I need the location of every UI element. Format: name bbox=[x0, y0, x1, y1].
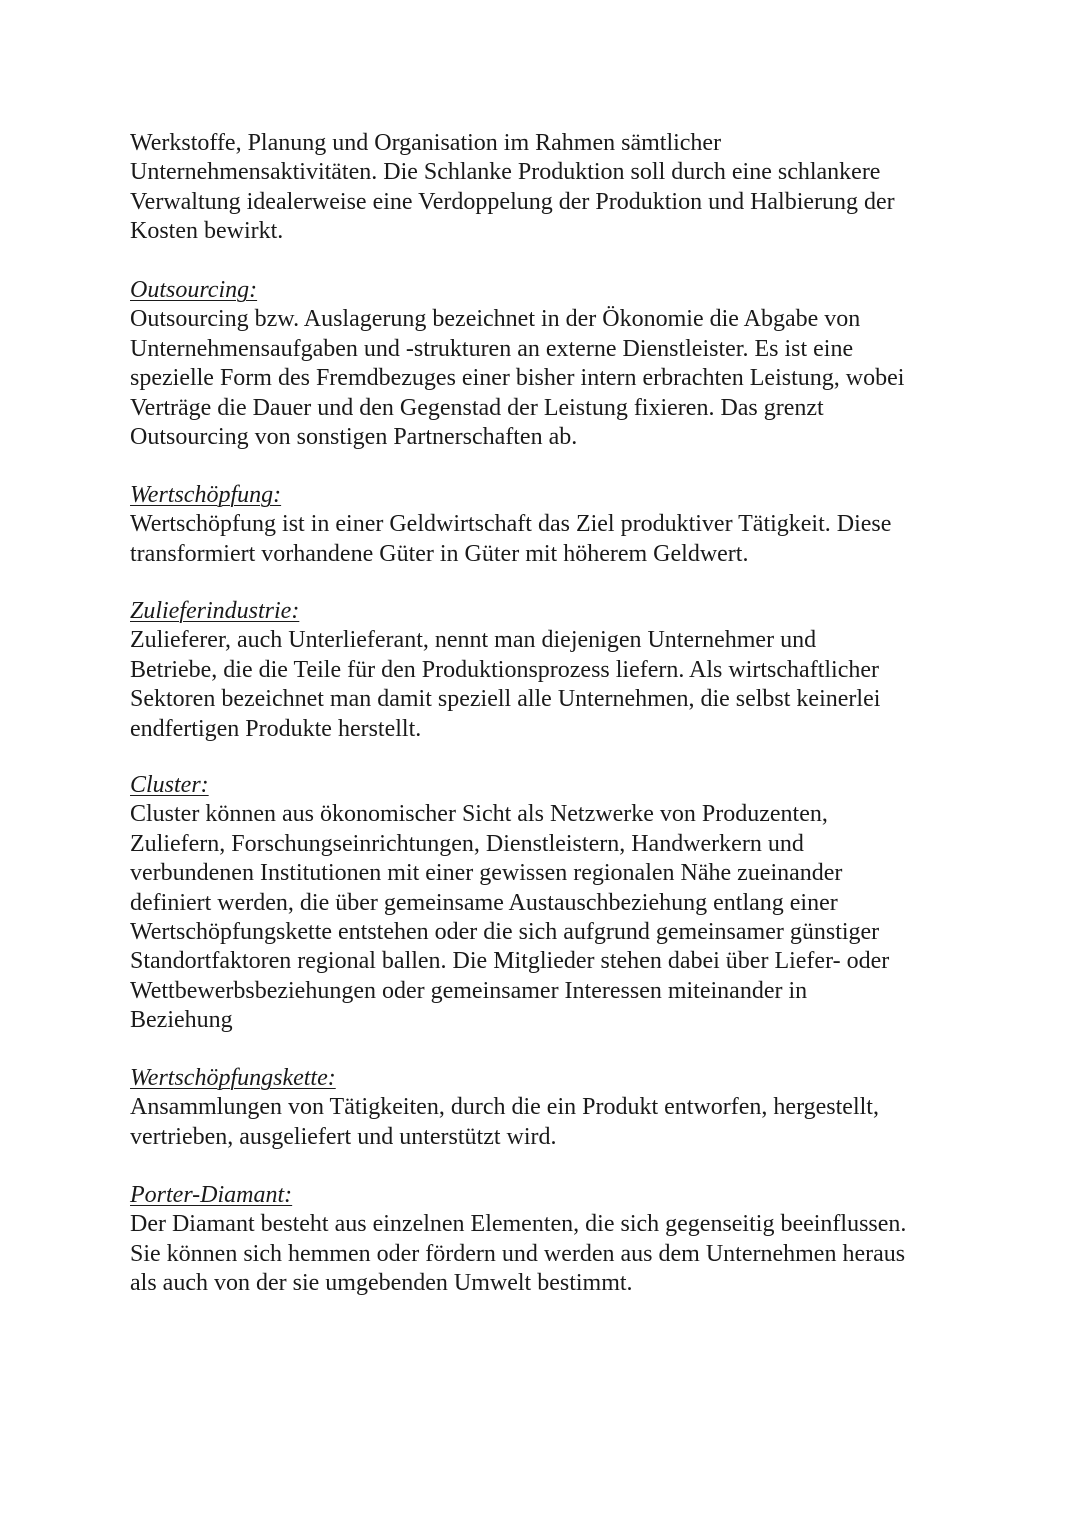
section-heading: Wertschöpfungskette: bbox=[130, 1065, 336, 1091]
paragraph-line: Unternehmensaufgaben und -strukturen an externe Dienstleister. Es ist eine bbox=[130, 335, 854, 362]
section-cluster bbox=[130, 771, 960, 1036]
paragraph-line: Beziehung bbox=[130, 1007, 233, 1034]
paragraph-line: Der Diamant besteht aus einzelnen Elementen, die sich gegenseitig beeinflussen. bbox=[130, 1211, 907, 1238]
intro-paragraph bbox=[130, 129, 960, 247]
paragraph-line: transformiert vorhandene Güter in Güter mit höherem Geldwert. bbox=[130, 540, 749, 567]
paragraph-line: Sie können sich hemmen oder fördern und werden aus dem Unternehmen heraus bbox=[130, 1240, 906, 1267]
paragraph-line: Werkstoffe, Planung und Organisation im Rahmen sämtlicher bbox=[130, 130, 722, 156]
paragraph-line: Wertschöpfung ist in einer Geldwirtschaft das Ziel produktiver Tätigkeit. Diese bbox=[130, 511, 892, 538]
paragraph-line: Zulieferer, auch Unterlieferant, nennt man diejenigen Unternehmer und bbox=[130, 627, 817, 654]
paragraph-line: vertrieben, ausgeliefert und unterstützt wird. bbox=[130, 1123, 557, 1150]
section-porter-diamant bbox=[130, 1181, 960, 1299]
paragraph-line: Unternehmensaktivitäten. Die Schlanke Produktion soll durch eine schlankere bbox=[130, 159, 881, 186]
section-heading: Cluster: bbox=[130, 772, 209, 798]
paragraph-line: Betriebe, die die Teile für den Produktionsprozess liefern. Als wirtschaftlicher bbox=[130, 656, 879, 683]
paragraph-line: endfertigen Produkte herstellt. bbox=[130, 715, 422, 742]
paragraph-line: Outsourcing bzw. Auslagerung bezeichnet in der Ökonomie die Abgabe von bbox=[130, 306, 861, 333]
paragraph-line: Sektoren bezeichnet man damit speziell alle Unternehmen, die selbst keinerlei bbox=[130, 686, 881, 713]
paragraph-line: verbundenen Institutionen mit einer gewissen regionalen Nähe zueinander bbox=[130, 860, 843, 887]
paragraph-line: definiert werden, die über gemeinsame Austauschbeziehung entlang einer bbox=[130, 889, 838, 916]
section-heading: Wertschöpfung: bbox=[130, 482, 282, 508]
paragraph-line: Ansammlungen von Tätigkeiten, durch die ein Produkt entworfen, hergestellt, bbox=[130, 1094, 879, 1121]
section-outsourcing bbox=[130, 276, 960, 452]
section-heading: Porter-Diamant: bbox=[130, 1182, 293, 1208]
paragraph-line: Verwaltung idealerweise eine Verdoppelung der Produktion und Halbierung der bbox=[130, 188, 895, 215]
paragraph-line: spezielle Form des Fremdbezuges einer bisher intern erbrachten Leistung, wobei bbox=[130, 365, 905, 392]
section-wertschoepfungskette bbox=[130, 1064, 960, 1152]
paragraph-line: Wertschöpfungskette entstehen oder die sich aufgrund gemeinsamer günstiger bbox=[130, 919, 880, 946]
section-wertschoepfung bbox=[130, 481, 960, 569]
paragraph-line: Zuliefern, Forschungseinrichtungen, Dienstleistern, Handwerkern und bbox=[130, 830, 804, 857]
paragraph-line: Wettbewerbsbeziehungen oder gemeinsamer Interessen miteinander in bbox=[130, 977, 808, 1004]
section-heading: Zulieferindustrie: bbox=[130, 598, 300, 624]
paragraph-line: Kosten bewirkt. bbox=[130, 218, 284, 245]
section-heading: Outsourcing: bbox=[130, 277, 258, 303]
paragraph-line: Standortfaktoren regional ballen. Die Mitglieder stehen dabei über Liefer- oder bbox=[130, 948, 890, 975]
paragraph-line: Verträge die Dauer und den Gegenstad der Leistung fixieren. Das grenzt bbox=[130, 394, 824, 421]
paragraph-line: Outsourcing von sonstigen Partnerschaften ab. bbox=[130, 424, 578, 451]
section-zulieferindustrie bbox=[130, 597, 960, 744]
paragraph-line: als auch von der sie umgebenden Umwelt bestimmt. bbox=[130, 1270, 633, 1297]
paragraph-line: Cluster können aus ökonomischer Sicht als Netzwerke von Produzenten, bbox=[130, 801, 828, 828]
